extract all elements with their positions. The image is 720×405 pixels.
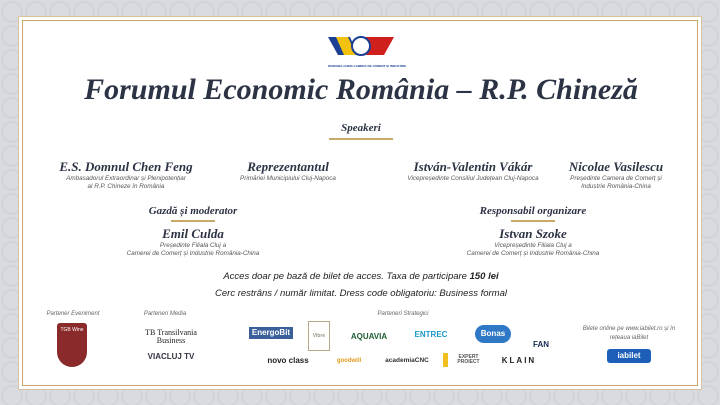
host: Emil Culda Președinte Filiala Cluj a Camerei de Comerț și Industrie România-China xyxy=(126,226,260,257)
media-logo: VIACLUJ TV xyxy=(147,352,195,361)
partner-logo: AQUAVIA xyxy=(350,332,388,341)
partner-logo: KLAIN xyxy=(501,356,537,365)
access-text: Acces doar pe bază de bilet de acces. Taxa de participare xyxy=(223,271,470,282)
speaker: Nicolae Vasilescu Președinte Camera de Comerț și Industrie România-China xyxy=(568,159,664,190)
partner-logo: EnergoBit xyxy=(249,327,293,339)
partner-logo: Vibre xyxy=(308,321,330,351)
org-logo: ROMANIA-CHINA CAMERA DE COMERȚ ȘI INDUSTRIE xyxy=(328,35,394,67)
event-partner-label: Partener Eveniment xyxy=(46,311,100,317)
partner-logo: goodwill xyxy=(336,358,362,364)
partner-logo: ENTREC xyxy=(414,330,448,339)
partner-logo: Bonas xyxy=(475,325,511,343)
organizer-heading: Responsabil organizare xyxy=(479,205,587,217)
speaker: Reprezentantul Primăriei Municipiului Cluj-Napoca xyxy=(240,159,336,182)
page-title: Forumul Economic România – R.P. Chineză xyxy=(84,73,638,106)
partner-logo: novo class xyxy=(267,356,309,365)
host-heading: Gazdă și moderator xyxy=(148,205,238,217)
speaker: István-Valentin Vákár Vicepreședinte Consiliul Județean Cluj-Napoca xyxy=(407,159,539,182)
event-card xyxy=(22,20,698,386)
strategic-partner-label: Parteneri Strategici xyxy=(377,311,429,317)
media-partner-label: Parteneri Media xyxy=(143,311,187,317)
org-emblem-icon xyxy=(328,35,394,59)
fee-value: 150 lei xyxy=(469,271,499,282)
event-partner-logo: TGB Wine xyxy=(57,323,87,367)
media-logo: TB Transilvania Business xyxy=(145,328,197,345)
tickets-info: Bilete online pe www.iabilet.ro și în rețeaua iaBilet xyxy=(582,326,676,341)
partner-logo: EXPERT PROIECT xyxy=(443,353,489,367)
speakers-heading: Speakeri xyxy=(341,122,381,134)
iabilet-link[interactable]: iabilet xyxy=(607,349,651,363)
organizer: Istvan Szoke Vicepreședinte Filiala Cluj a Camerei de Comerț și Industrie România-China xyxy=(466,226,600,257)
speaker: E.S. Domnul Chen Feng Ambasadorul Extraordinar și Plenipotențiar al R.P. Chineze în România xyxy=(59,159,193,190)
partner-logo: FAN xyxy=(533,340,549,349)
access-info xyxy=(23,271,699,282)
partner-logo: academiaCNC xyxy=(385,356,429,364)
dress-code: Cerc restrâns / număr limitat. Dress code obligatoriu: Business formal xyxy=(215,288,507,299)
